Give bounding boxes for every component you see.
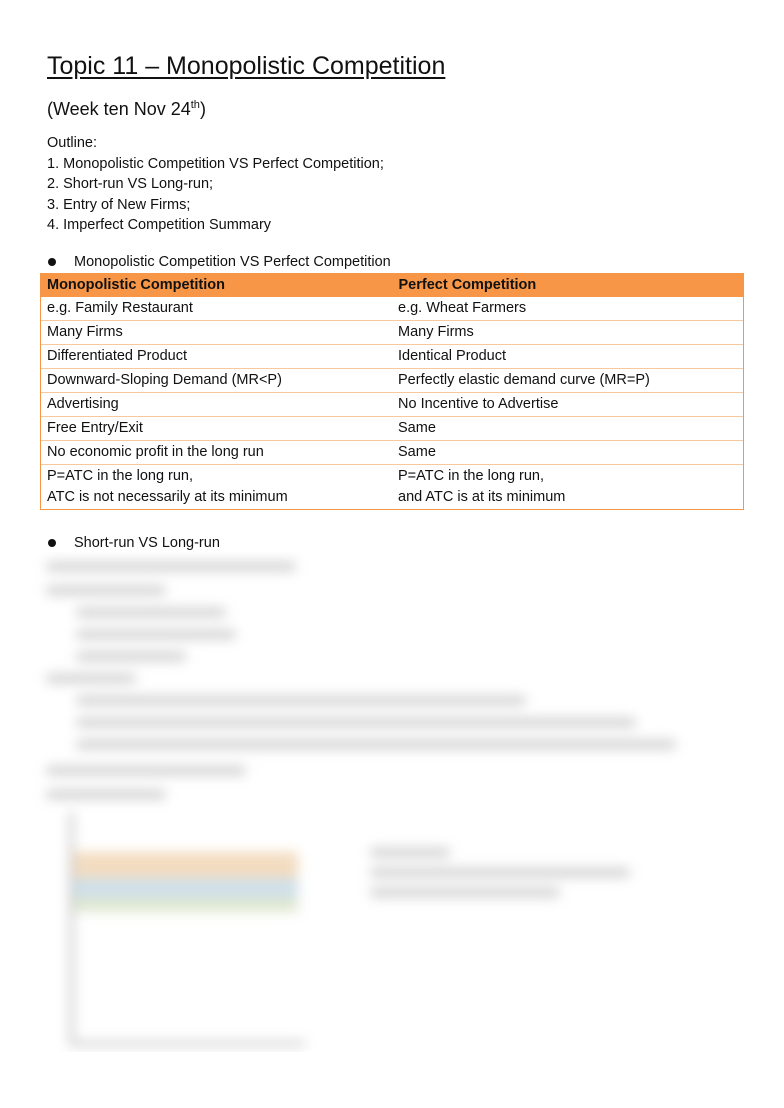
- table-row: [41, 465, 744, 510]
- bullet-icon: [48, 539, 56, 547]
- blurred-graph-band: [74, 898, 298, 912]
- outline-item: 3. Entry of New Firms;: [47, 196, 191, 213]
- cell-line: P=ATC in the long run,: [398, 468, 545, 484]
- page-subtitle: [47, 99, 206, 120]
- outline-label: Outline:: [47, 135, 97, 151]
- section-heading-comparison: [48, 254, 391, 270]
- subtitle-close: ): [199, 99, 206, 119]
- cell-line: P=ATC in the long run,: [47, 468, 194, 484]
- column-header-perfect: Perfect Competition: [392, 274, 744, 297]
- blurred-graph-band: [74, 878, 298, 900]
- section-heading-text: Monopolistic Competition VS Perfect Competition: [74, 254, 391, 270]
- blurred-graph-band: [74, 852, 298, 880]
- section-heading-short-long-run: [48, 535, 220, 551]
- blurred-line: [76, 740, 676, 749]
- section-heading-text: Short-run VS Long-run: [74, 535, 220, 551]
- blurred-line: [76, 630, 236, 639]
- blurred-line: [46, 562, 296, 571]
- page-title: Topic 11 – Monopolistic Competition: [47, 52, 446, 80]
- table-cell: Identical Product: [392, 345, 744, 369]
- table-cell: Advertising: [41, 393, 393, 417]
- blurred-placeholder: [0, 552, 784, 1052]
- bullet-icon: [48, 258, 56, 266]
- blurred-line: [46, 766, 246, 775]
- outline-item: 4. Imperfect Competition Summary: [47, 217, 272, 233]
- cell-line: ATC is not necessarily at its minimum: [47, 489, 288, 505]
- table-cell: Differentiated Product: [41, 345, 393, 369]
- table-row: [41, 417, 744, 441]
- table-cell: e.g. Wheat Farmers: [392, 297, 744, 321]
- table-cell: Many Firms: [41, 321, 393, 345]
- blurred-line: [46, 674, 136, 683]
- table-cell: Same: [392, 441, 744, 465]
- blurred-line: [370, 868, 630, 877]
- blurred-line: [76, 696, 526, 705]
- table-row: [41, 345, 744, 369]
- table-cell: [392, 465, 744, 510]
- outline-item: 2. Short-run VS Long-run;: [47, 176, 214, 192]
- table-cell: Free Entry/Exit: [41, 417, 393, 441]
- blurred-line: [46, 790, 166, 799]
- outline-list: [47, 154, 384, 236]
- table-cell: Many Firms: [392, 321, 744, 345]
- blurred-content: [0, 552, 784, 1052]
- table-cell: No Incentive to Advertise: [392, 393, 744, 417]
- outline-item: 1. Monopolistic Competition VS Perfect Competition;: [47, 155, 384, 172]
- blurred-line: [76, 652, 186, 661]
- blurred-line: [46, 586, 166, 595]
- column-header-monopolistic: Monopolistic Competition: [41, 274, 393, 297]
- table-cell: e.g. Family Restaurant: [41, 297, 393, 321]
- table-cell: [41, 465, 393, 510]
- subtitle-superscript: th: [190, 99, 200, 111]
- cell-line: and ATC is at its minimum: [398, 489, 566, 505]
- blurred-line: [370, 848, 450, 857]
- table-row: [41, 441, 744, 465]
- subtitle-text: (Week ten Nov 24: [47, 99, 191, 119]
- blurred-graph: [70, 812, 305, 1045]
- comparison-table: [40, 273, 744, 510]
- blurred-line: [370, 888, 560, 897]
- table-row: [41, 393, 744, 417]
- table-cell: Perfectly elastic demand curve (MR=P): [392, 369, 744, 393]
- table-row: [41, 369, 744, 393]
- blurred-line: [76, 718, 636, 727]
- table-header-row: [41, 274, 744, 297]
- table-row: [41, 321, 744, 345]
- table-row: [41, 297, 744, 321]
- table-cell: Same: [392, 417, 744, 441]
- outline: [47, 133, 384, 236]
- table-cell: Downward-Sloping Demand (MR<P): [41, 369, 393, 393]
- blurred-line: [76, 608, 226, 617]
- table-cell: No economic profit in the long run: [41, 441, 393, 465]
